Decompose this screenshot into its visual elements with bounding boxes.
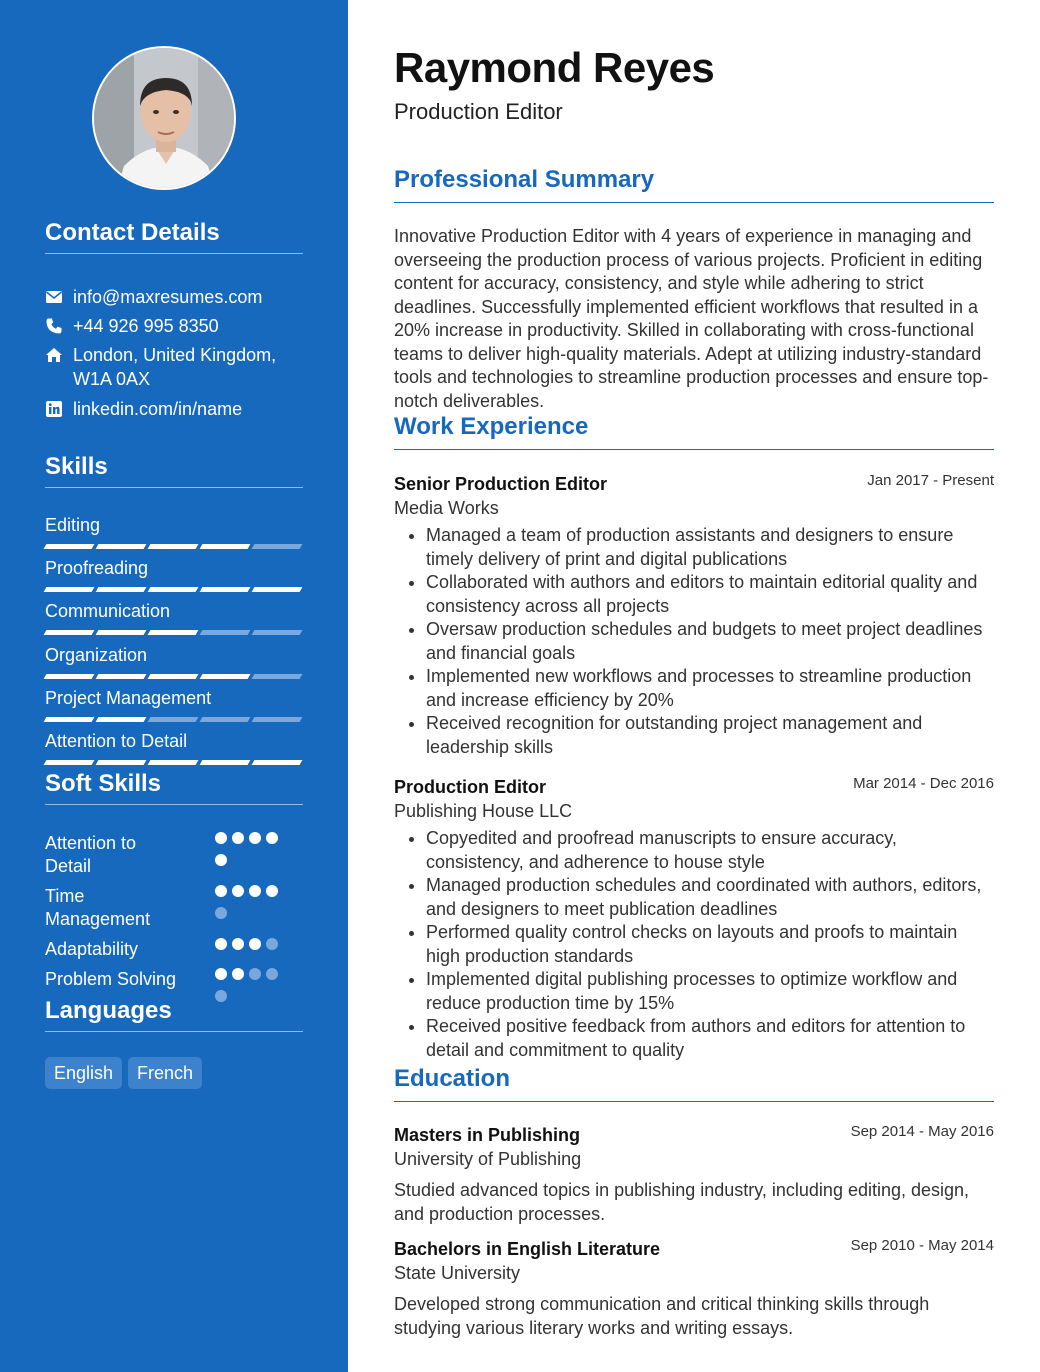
- skill-label: Organization: [45, 645, 148, 665]
- education-heading: Education: [394, 1065, 994, 1102]
- skill-rating-segment: [96, 717, 147, 722]
- skill-rating-segment: [148, 674, 199, 679]
- job-bullet: • Received positive feedback from authors and editors for attention to detail and commitment to quality: [426, 1015, 994, 1062]
- job-company: Media Works: [394, 498, 499, 518]
- summary-heading: Professional Summary: [394, 166, 994, 203]
- skill-rating-segment: [44, 544, 95, 549]
- education-entry: [394, 1123, 994, 1226]
- job-bullets: [394, 524, 994, 759]
- job-bullet: • Collaborated with authors and editors to maintain editorial quality and consistency across all projects: [426, 571, 994, 618]
- skill-rating-segment: [44, 717, 95, 722]
- job-bullet: • Oversaw production schedules and budgets to meet project deadlines and financial goals: [426, 618, 994, 665]
- soft-skill-rating-dot: [249, 938, 261, 950]
- education-dates: Sep 2010 - May 2014: [850, 1237, 994, 1254]
- contact-linkedin-text: linkedin.com/in/name: [73, 399, 243, 419]
- skill-rating-segment: [44, 630, 95, 635]
- job-dates: Mar 2014 - Dec 2016: [853, 775, 994, 792]
- skill-item: [45, 644, 303, 679]
- school-name: University of Publishing: [394, 1149, 582, 1169]
- skill-rating-segment: [200, 674, 251, 679]
- soft-skill-rating-dot: [266, 832, 278, 844]
- soft-skill-rating: [215, 938, 287, 960]
- job-bullets: [394, 827, 994, 1062]
- job-bullet: • Performed quality control checks on layouts and proofs to maintain high production standards: [426, 921, 994, 968]
- soft-skill-rating-dot: [232, 938, 244, 950]
- skill-rating-segment: [44, 587, 95, 592]
- soft-skill-rating: [215, 832, 287, 876]
- phone-icon: [45, 317, 63, 335]
- home-icon: [45, 346, 63, 364]
- soft-skill-rating-dot: [215, 885, 227, 897]
- skill-rating-segment: [96, 760, 147, 765]
- job-bullet: • Managed production schedules and coordinated with authors, editors, and designers to meet publication deadlines: [426, 874, 994, 921]
- job-title: Production Editor: [394, 777, 546, 797]
- soft-skill-rating-dot: [215, 854, 227, 866]
- soft-skill-rating-dot: [215, 968, 227, 980]
- soft-skill-rating-dot: [249, 832, 261, 844]
- skill-rating-bar: [45, 717, 303, 722]
- summary-text: Innovative Production Editor with 4 years of experience in managing and overseeing the production process of various projects. Proficient in editing content for accuracy, consistency, and style while adhering to strict deadlines. Successfully implemented efficient workflows that resulted in a 20% increase in productivity. Skilled in collaborating with cross-functional teams to deliver high-quality materials. Adept at utilizing industry-standard tools and technologies to streamline production processes and ensure top-notch deliverables.: [394, 226, 989, 411]
- skill-rating-segment: [44, 760, 95, 765]
- contact-address-text: London, United Kingdom, W1A 0AX: [73, 345, 277, 389]
- soft-skill-rating-dot: [266, 968, 278, 980]
- skill-item: [45, 514, 303, 549]
- skill-rating-segment: [96, 587, 147, 592]
- skills-heading: Skills: [45, 453, 303, 488]
- skill-label: Proofreading: [45, 558, 149, 578]
- job-bullet: • Copyedited and proofread manuscripts to ensure accuracy, consistency, and adherence to house style: [426, 827, 994, 874]
- school-name: State University: [394, 1263, 521, 1283]
- job-entry: [394, 775, 994, 1062]
- skill-rating-segment: [148, 760, 199, 765]
- job-bullet: • Implemented new workflows and processes to streamline production and increase efficiency by 20%: [426, 665, 994, 712]
- contact-linkedin[interactable]: [45, 397, 305, 421]
- soft-skill-rating-dot: [249, 968, 261, 980]
- skill-rating-segment: [148, 587, 199, 592]
- language-list: [45, 1057, 202, 1089]
- language-chip: English: [45, 1057, 122, 1089]
- skill-item: [45, 687, 303, 722]
- job-bullet: • Managed a team of production assistants and designers to ensure timely delivery of print and digital publications: [426, 524, 994, 571]
- avatar: [92, 46, 236, 190]
- job-entry: [394, 472, 994, 759]
- soft-skill-rating: [215, 885, 287, 929]
- soft-skill-rating-dot: [232, 968, 244, 980]
- soft-skill-rating-dot: [232, 832, 244, 844]
- soft-skill-rating-dot: [215, 938, 227, 950]
- degree-title: Bachelors in English Literature: [394, 1239, 661, 1259]
- skill-rating-segment: [200, 717, 251, 722]
- soft-skill-label: Time Management: [45, 886, 151, 929]
- skill-item: [45, 600, 303, 635]
- skill-rating-segment: [148, 717, 199, 722]
- skill-rating-segment: [200, 544, 251, 549]
- skill-rating-segment: [96, 544, 147, 549]
- soft-skills-heading: Soft Skills: [45, 770, 303, 805]
- languages-heading: Languages: [45, 997, 303, 1032]
- skill-rating-segment: [148, 544, 199, 549]
- contact-address: [45, 343, 305, 391]
- skill-rating-segment: [252, 717, 303, 722]
- soft-skill-label: Adaptability: [45, 939, 139, 959]
- skill-rating-segment: [252, 674, 303, 679]
- soft-skill-rating-dot: [232, 885, 244, 897]
- education-description: Studied advanced topics in publishing industry, including editing, design, and production processes.: [394, 1180, 970, 1224]
- soft-skill-rating-dot: [266, 885, 278, 897]
- skill-label: Editing: [45, 515, 101, 535]
- skill-rating-bar: [45, 760, 303, 765]
- skill-rating-segment: [200, 760, 251, 765]
- contact-email[interactable]: [45, 285, 305, 309]
- soft-skill-label: Problem Solving: [45, 969, 177, 989]
- skill-rating-bar: [45, 674, 303, 679]
- soft-skill-rating-dot: [215, 832, 227, 844]
- education-description: Developed strong communication and critical thinking skills through studying various literary works and writing essays.: [394, 1294, 930, 1338]
- skill-rating-segment: [96, 630, 147, 635]
- skill-item: [45, 730, 303, 765]
- skill-rating-segment: [252, 630, 303, 635]
- linkedin-icon: [45, 400, 63, 418]
- education-entry: [394, 1237, 994, 1340]
- skill-rating-segment: [252, 587, 303, 592]
- skill-rating-bar: [45, 630, 303, 635]
- skill-rating-segment: [252, 760, 303, 765]
- contact-phone-text: +44 926 995 8350: [73, 316, 219, 336]
- skill-rating-bar: [45, 587, 303, 592]
- experience-heading: Work Experience: [394, 413, 994, 450]
- candidate-name: Raymond Reyes: [394, 44, 715, 91]
- candidate-role: Production Editor: [394, 99, 563, 124]
- skill-rating-segment: [252, 544, 303, 549]
- soft-skill-rating-dot: [249, 885, 261, 897]
- skill-rating-bar: [45, 544, 303, 549]
- degree-title: Masters in Publishing: [394, 1125, 581, 1145]
- education-dates: Sep 2014 - May 2016: [850, 1123, 994, 1140]
- job-bullet: • Received recognition for outstanding project management and leadership skills: [426, 712, 994, 759]
- skill-rating-segment: [148, 630, 199, 635]
- contact-phone[interactable]: [45, 314, 305, 338]
- skill-rating-segment: [200, 630, 251, 635]
- job-dates: Jan 2017 - Present: [867, 472, 994, 489]
- skill-rating-segment: [96, 674, 147, 679]
- sidebar: [0, 0, 348, 1372]
- soft-skill-rating-dot: [266, 938, 278, 950]
- contact-heading: Contact Details: [45, 219, 303, 254]
- skill-rating-segment: [200, 587, 251, 592]
- skill-label: Communication: [45, 601, 171, 621]
- email-icon: [45, 288, 63, 306]
- job-company: Publishing House LLC: [394, 801, 573, 821]
- skill-item: [45, 557, 303, 592]
- skill-rating-segment: [44, 674, 95, 679]
- soft-skill-rating-dot: [215, 907, 227, 919]
- job-bullet: • Implemented digital publishing processes to optimize workflow and reduce production time by 15%: [426, 968, 994, 1015]
- skill-label: Attention to Detail: [45, 731, 188, 751]
- job-title: Senior Production Editor: [394, 474, 608, 494]
- contact-email-text: info@maxresumes.com: [73, 287, 263, 307]
- skill-label: Project Management: [45, 688, 212, 708]
- language-chip: French: [128, 1057, 202, 1089]
- soft-skill-label: Attention to Detail: [45, 833, 137, 876]
